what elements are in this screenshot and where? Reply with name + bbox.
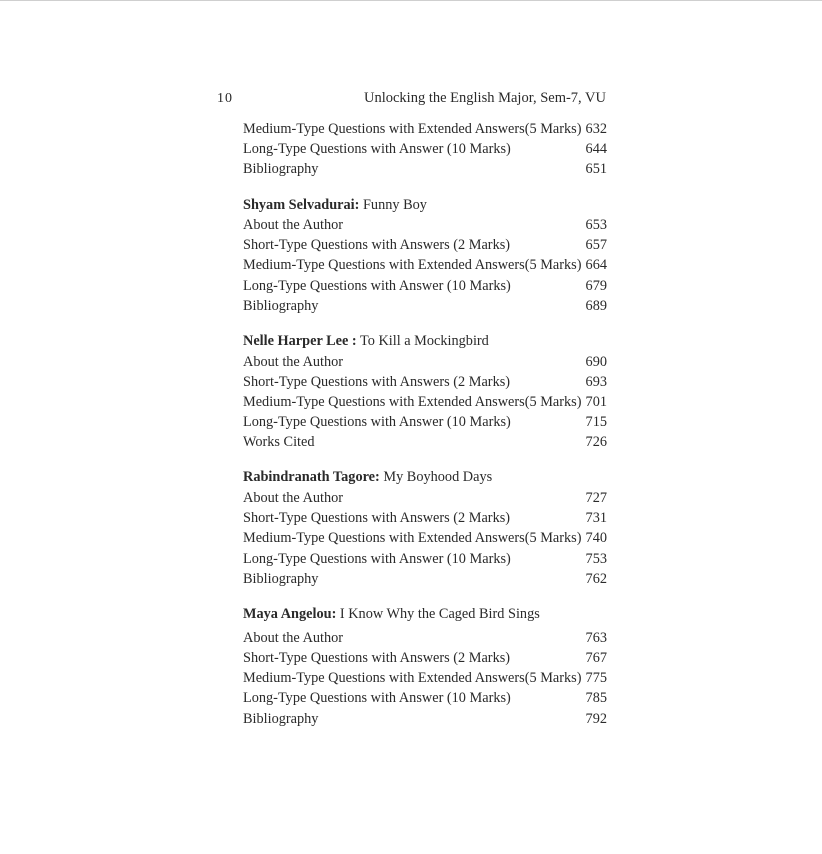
toc-entry xyxy=(243,508,607,528)
toc-entry xyxy=(243,159,607,179)
toc-entry-page: 689 xyxy=(585,297,607,314)
toc-entry xyxy=(243,255,607,275)
toc-entry-page: 726 xyxy=(585,434,607,451)
toc-entry-title: Bibliography xyxy=(243,297,319,314)
toc-entry-page: 653 xyxy=(585,217,607,234)
toc-entry xyxy=(243,648,607,668)
toc-entry-title: Long-Type Questions with Answer (10 Marks) xyxy=(243,141,511,158)
toc-entry-title: Bibliography xyxy=(243,710,319,727)
toc-entry-page: 651 xyxy=(585,161,607,178)
toc-entry-page: 763 xyxy=(585,629,607,646)
toc-entry xyxy=(243,569,607,589)
toc-entry xyxy=(243,372,607,392)
toc-entry-page: 731 xyxy=(585,510,607,527)
section-work: Funny Boy xyxy=(359,196,427,213)
toc-entry xyxy=(243,709,607,729)
toc-entry-title: Long-Type Questions with Answer (10 Marks) xyxy=(243,414,511,431)
toc-entry-title: About the Author xyxy=(243,353,344,370)
section-heading xyxy=(243,331,607,352)
toc-section-tagore xyxy=(243,467,607,588)
section-heading xyxy=(243,467,607,488)
toc-entry xyxy=(243,628,607,648)
toc-entry xyxy=(243,392,607,412)
top-border-line xyxy=(0,0,822,1)
toc-entry xyxy=(243,276,607,296)
section-heading xyxy=(243,604,607,628)
toc-entry xyxy=(243,432,607,452)
toc-entry-title: Medium-Type Questions with Extended Answers(5 Marks) xyxy=(243,393,582,410)
toc-entry xyxy=(243,668,607,688)
toc-entry-title: Short-Type Questions with Answers (2 Marks) xyxy=(243,650,511,667)
toc-entry-title: Short-Type Questions with Answers (2 Marks) xyxy=(243,237,511,254)
toc-entry xyxy=(243,215,607,235)
running-head: Unlocking the English Major, Sem-7, VU xyxy=(363,90,606,106)
section-work: I Know Why the Caged Bird Sings xyxy=(336,605,540,622)
toc-entry-title: Long-Type Questions with Answer (10 Marks) xyxy=(243,550,511,567)
section-author: Maya Angelou: xyxy=(243,605,337,622)
toc-entry-page: 792 xyxy=(585,710,607,727)
table-of-contents xyxy=(243,119,607,729)
toc-entry-title: Bibliography xyxy=(243,570,319,587)
toc-entry xyxy=(243,412,607,432)
toc-entry xyxy=(243,139,607,159)
section-author: Rabindranath Tagore: xyxy=(243,469,380,486)
toc-entry-page: 762 xyxy=(585,570,607,587)
toc-entry-page: 740 xyxy=(585,530,607,547)
toc-section-lee xyxy=(243,331,607,452)
toc-entry-title: Bibliography xyxy=(243,161,319,178)
toc-entry-title: Medium-Type Questions with Extended Answers(5 Marks) xyxy=(243,670,582,687)
toc-entry-page: 693 xyxy=(585,373,607,390)
toc-entry xyxy=(243,488,607,508)
section-author: Shyam Selvadurai: xyxy=(243,196,360,213)
section-work: To Kill a Mockingbird xyxy=(356,333,489,349)
toc-entry-title: About the Author xyxy=(243,489,344,506)
toc-entry-title: About the Author xyxy=(243,217,344,234)
toc-section-angelou xyxy=(243,604,607,729)
section-work: My Boyhood Days xyxy=(379,469,493,486)
toc-entry xyxy=(243,235,607,255)
toc-entry-page: 775 xyxy=(585,670,607,687)
toc-entry-title: Medium-Type Questions with Extended Answers(5 Marks) xyxy=(243,257,582,274)
toc-entry-title: Medium-Type Questions with Extended Answers(5 Marks) xyxy=(243,530,582,547)
toc-entry-page: 664 xyxy=(585,257,607,274)
toc-entry-page: 753 xyxy=(585,550,607,567)
toc-entry-title: Long-Type Questions with Answer (10 Marks) xyxy=(243,277,511,294)
toc-entry xyxy=(243,119,607,139)
toc-entry-page: 657 xyxy=(585,237,607,254)
toc-entry xyxy=(243,352,607,372)
toc-entry xyxy=(243,549,607,569)
toc-entry-title: Short-Type Questions with Answers (2 Marks) xyxy=(243,510,511,527)
toc-entry-page: 632 xyxy=(585,121,607,137)
toc-entry-title: Medium-Type Questions with Extended Answers(5 Marks) xyxy=(243,121,582,137)
toc-entry-title: Long-Type Questions with Answer (10 Marks) xyxy=(243,690,511,707)
toc-entry-page: 690 xyxy=(585,353,607,370)
toc-entry xyxy=(243,528,607,548)
toc-entry-page: 727 xyxy=(585,489,607,506)
toc-entry-title: About the Author xyxy=(243,629,344,646)
toc-entry xyxy=(243,296,607,316)
section-author: Nelle Harper Lee : xyxy=(243,333,357,349)
toc-entry-page: 644 xyxy=(585,141,607,158)
toc-entry-page: 785 xyxy=(585,690,607,707)
section-heading xyxy=(243,195,607,216)
toc-entry xyxy=(243,688,607,708)
toc-entry-title: Works Cited xyxy=(243,434,315,451)
toc-entry-page: 715 xyxy=(585,414,607,431)
toc-entry-page: 767 xyxy=(585,650,607,667)
page-number: 10 xyxy=(217,91,233,106)
toc-entry-page: 679 xyxy=(585,277,607,294)
toc-leading-group xyxy=(243,119,607,180)
toc-entry-title: Short-Type Questions with Answers (2 Marks) xyxy=(243,373,511,390)
toc-entry-page: 701 xyxy=(585,393,607,410)
toc-section-selvadurai xyxy=(243,195,607,316)
